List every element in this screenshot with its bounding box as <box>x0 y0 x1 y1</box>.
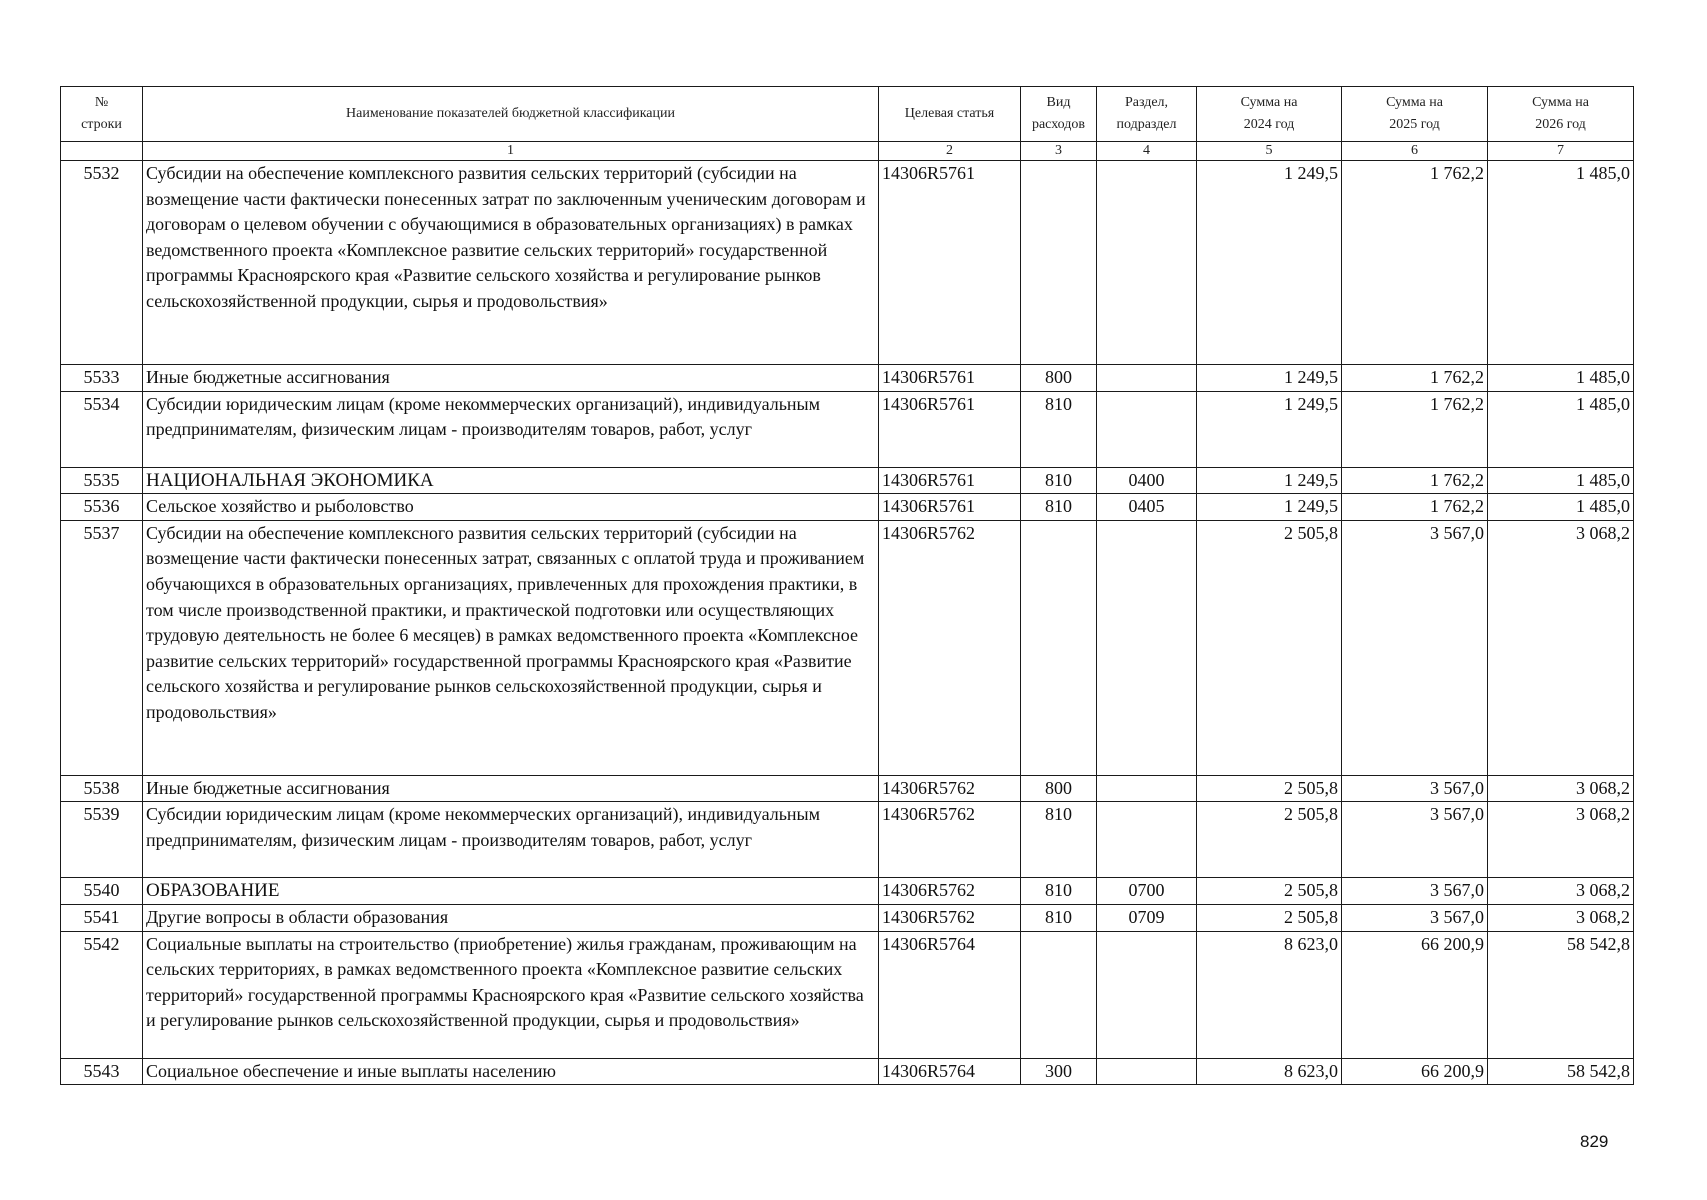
row-sum-2026: 1 485,0 <box>1488 365 1634 392</box>
row-sum-2025: 1 762,2 <box>1342 494 1488 521</box>
row-number: 5534 <box>61 391 143 467</box>
row-number: 5537 <box>61 520 143 775</box>
header-section: Раздел, подраздел <box>1097 87 1197 142</box>
row-name: Социальное обеспечение и иные выплаты населению <box>143 1058 879 1085</box>
row-expense-type: 800 <box>1021 365 1097 392</box>
row-sum-2026: 3 068,2 <box>1488 904 1634 931</box>
row-number: 5533 <box>61 365 143 392</box>
row-sum-2026: 58 542,8 <box>1488 931 1634 1058</box>
row-number: 5540 <box>61 878 143 905</box>
table-row <box>61 802 1634 878</box>
row-sum-2026: 3 068,2 <box>1488 878 1634 905</box>
table-row <box>61 931 1634 1058</box>
table-row <box>61 467 1634 494</box>
column-number: 2 <box>879 142 1021 161</box>
row-target-item: 14306R5761 <box>879 494 1021 521</box>
row-section <box>1097 802 1197 878</box>
row-target-item: 14306R5762 <box>879 904 1021 931</box>
row-section: 0405 <box>1097 494 1197 521</box>
row-sum-2025: 1 762,2 <box>1342 391 1488 467</box>
row-sum-2024: 2 505,8 <box>1197 802 1342 878</box>
row-sum-2024: 2 505,8 <box>1197 775 1342 802</box>
row-sum-2024: 1 249,5 <box>1197 494 1342 521</box>
table-row <box>61 494 1634 521</box>
page-number: 829 <box>1580 1132 1609 1151</box>
row-section <box>1097 775 1197 802</box>
row-name: Социальные выплаты на строительство (приобретение) жилья гражданам, проживающим на сельских территориях, в рамках ведомственного проекта «Комплексное развитие сельских территорий» государственной программы Красноярского края «Развитие сельского хозяйства и регулирование рынков сельскохозяйственной продукции, сырья и продовольствия» <box>143 931 879 1058</box>
row-number: 5539 <box>61 802 143 878</box>
header-sum-2025: Сумма на 2025 год <box>1342 87 1488 142</box>
row-name: Субсидии на обеспечение комплексного развития сельских территорий (субсидии на возмещение части фактически понесенных затрат, связанных с оплатой труда и проживанием обучающихся в образовательных организациях, привлеченных для прохождения практики, в том числе производственной практики, и практической подготовки или осуществляющих трудовую деятельность не более 6 месяцев) в рамках ведомственного проекта «Комплексное развитие сельских территорий» государственной программы Красноярского края «Развитие сельского хозяйства и регулирование рынков сельскохозяйственной продукции, сырья и продовольствия» <box>143 520 879 775</box>
row-target-item: 14306R5762 <box>879 775 1021 802</box>
row-number: 5538 <box>61 775 143 802</box>
row-name: Сельское хозяйство и рыболовство <box>143 494 879 521</box>
column-number-row <box>61 142 1634 161</box>
row-name: Иные бюджетные ассигнования <box>143 775 879 802</box>
row-section: 0400 <box>1097 467 1197 494</box>
row-name: Субсидии юридическим лицам (кроме некоммерческих организаций), индивидуальным предпринимателям, физическим лицам - производителям товаров, работ, услуг <box>143 802 879 878</box>
row-sum-2025: 66 200,9 <box>1342 1058 1488 1085</box>
row-expense-type: 810 <box>1021 467 1097 494</box>
row-number: 5541 <box>61 904 143 931</box>
row-sum-2024: 1 249,5 <box>1197 467 1342 494</box>
column-number: 3 <box>1021 142 1097 161</box>
row-section <box>1097 520 1197 775</box>
row-section <box>1097 365 1197 392</box>
row-expense-type <box>1021 161 1097 365</box>
header-sum-2024: Сумма на 2024 год <box>1197 87 1342 142</box>
row-target-item: 14306R5761 <box>879 391 1021 467</box>
table-row <box>61 520 1634 775</box>
row-expense-type <box>1021 931 1097 1058</box>
row-sum-2026: 58 542,8 <box>1488 1058 1634 1085</box>
row-sum-2024: 8 623,0 <box>1197 1058 1342 1085</box>
row-target-item: 14306R5764 <box>879 931 1021 1058</box>
row-number: 5536 <box>61 494 143 521</box>
row-sum-2024: 1 249,5 <box>1197 391 1342 467</box>
table-row <box>61 391 1634 467</box>
row-target-item: 14306R5762 <box>879 520 1021 775</box>
table-row <box>61 161 1634 365</box>
row-sum-2026: 1 485,0 <box>1488 161 1634 365</box>
column-number: 1 <box>143 142 879 161</box>
row-expense-type: 810 <box>1021 494 1097 521</box>
row-sum-2025: 3 567,0 <box>1342 520 1488 775</box>
row-section <box>1097 1058 1197 1085</box>
row-sum-2025: 3 567,0 <box>1342 878 1488 905</box>
budget-table <box>60 86 1634 1085</box>
header-row-number: № строки <box>61 87 143 142</box>
row-sum-2024: 2 505,8 <box>1197 520 1342 775</box>
column-number: 7 <box>1488 142 1634 161</box>
row-sum-2026: 3 068,2 <box>1488 802 1634 878</box>
column-number <box>61 142 143 161</box>
row-sum-2024: 2 505,8 <box>1197 904 1342 931</box>
row-target-item: 14306R5761 <box>879 161 1021 365</box>
row-expense-type: 810 <box>1021 391 1097 467</box>
table-row <box>61 878 1634 905</box>
row-sum-2026: 1 485,0 <box>1488 467 1634 494</box>
row-number: 5543 <box>61 1058 143 1085</box>
row-sum-2024: 8 623,0 <box>1197 931 1342 1058</box>
table-row <box>61 775 1634 802</box>
row-name: Другие вопросы в области образования <box>143 904 879 931</box>
row-name: Иные бюджетные ассигнования <box>143 365 879 392</box>
row-name: ОБРАЗОВАНИЕ <box>143 878 879 905</box>
row-name: НАЦИОНАЛЬНАЯ ЭКОНОМИКА <box>143 467 879 494</box>
header-indicator-name: Наименование показателей бюджетной классификации <box>143 87 879 142</box>
column-number: 6 <box>1342 142 1488 161</box>
column-number: 4 <box>1097 142 1197 161</box>
row-section <box>1097 161 1197 365</box>
header-sum-2026: Сумма на 2026 год <box>1488 87 1634 142</box>
row-expense-type: 300 <box>1021 1058 1097 1085</box>
table-row <box>61 904 1634 931</box>
row-sum-2025: 1 762,2 <box>1342 365 1488 392</box>
table-header-row <box>61 87 1634 142</box>
row-sum-2025: 66 200,9 <box>1342 931 1488 1058</box>
row-sum-2025: 1 762,2 <box>1342 467 1488 494</box>
row-sum-2025: 3 567,0 <box>1342 904 1488 931</box>
row-sum-2024: 1 249,5 <box>1197 365 1342 392</box>
column-number: 5 <box>1197 142 1342 161</box>
row-number: 5535 <box>61 467 143 494</box>
row-expense-type: 810 <box>1021 904 1097 931</box>
row-expense-type <box>1021 520 1097 775</box>
row-section <box>1097 391 1197 467</box>
row-target-item: 14306R5761 <box>879 365 1021 392</box>
row-section: 0709 <box>1097 904 1197 931</box>
row-sum-2025: 3 567,0 <box>1342 775 1488 802</box>
row-sum-2026: 3 068,2 <box>1488 520 1634 775</box>
header-target-item: Целевая статья <box>879 87 1021 142</box>
table-row <box>61 365 1634 392</box>
row-sum-2026: 1 485,0 <box>1488 391 1634 467</box>
header-expense-type: Вид расходов <box>1021 87 1097 142</box>
row-sum-2026: 1 485,0 <box>1488 494 1634 521</box>
row-name: Субсидии на обеспечение комплексного развития сельских территорий (субсидии на возмещение части фактически понесенных затрат по заключенным ученическим договорам и договорам о целевом обучении с обучающимися в образовательных организациях) в рамках ведомственного проекта «Комплексное развитие сельских территорий» государственной программы Красноярского края «Развитие сельского хозяйства и регулирование рынков сельскохозяйственной продукции, сырья и продовольствия» <box>143 161 879 365</box>
row-sum-2024: 2 505,8 <box>1197 878 1342 905</box>
row-target-item: 14306R5761 <box>879 467 1021 494</box>
row-target-item: 14306R5762 <box>879 878 1021 905</box>
row-section: 0700 <box>1097 878 1197 905</box>
row-section <box>1097 931 1197 1058</box>
row-target-item: 14306R5762 <box>879 802 1021 878</box>
row-target-item: 14306R5764 <box>879 1058 1021 1085</box>
row-sum-2026: 3 068,2 <box>1488 775 1634 802</box>
row-expense-type: 810 <box>1021 802 1097 878</box>
row-sum-2024: 1 249,5 <box>1197 161 1342 365</box>
row-number: 5542 <box>61 931 143 1058</box>
row-sum-2025: 3 567,0 <box>1342 802 1488 878</box>
table-row <box>61 1058 1634 1085</box>
row-name: Субсидии юридическим лицам (кроме некоммерческих организаций), индивидуальным предпринимателям, физическим лицам - производителям товаров, работ, услуг <box>143 391 879 467</box>
row-sum-2025: 1 762,2 <box>1342 161 1488 365</box>
row-number: 5532 <box>61 161 143 365</box>
row-expense-type: 810 <box>1021 878 1097 905</box>
row-expense-type: 800 <box>1021 775 1097 802</box>
